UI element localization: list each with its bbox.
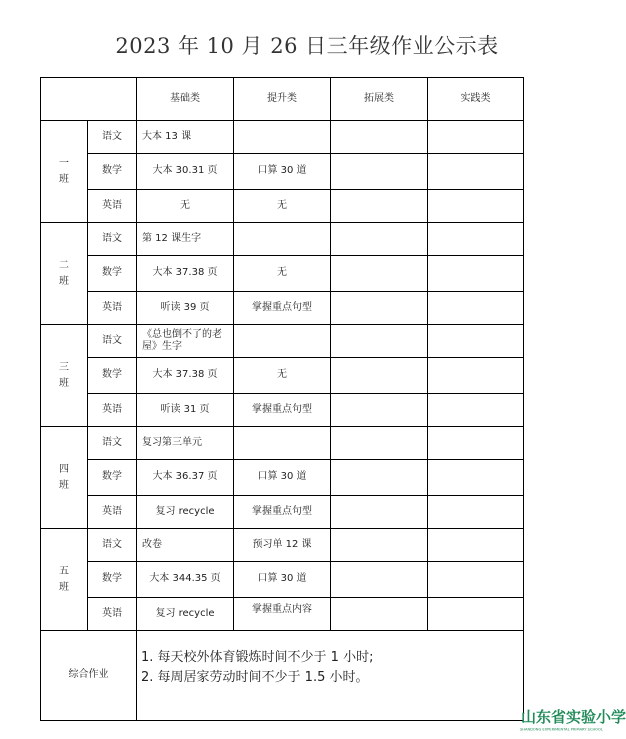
improve-cell: 掌握重点句型 [234,496,331,529]
basic-cell: 无 [137,190,234,223]
basic-cell: 大本 344.35 页 [137,562,234,598]
improve-cell: 掌握重点内容 [234,598,331,631]
subject-cell: 数学 [88,562,137,598]
basic-cell: 大本 30.31 页 [137,154,234,190]
table-row [41,121,524,154]
school-logo-subtitle: SHANDONG EXPERIMENTAL PRIMARY SCHOOL [520,727,603,732]
extend-cell [331,121,428,154]
school-logo-name: 山东省实验小学 [521,708,626,726]
practice-cell [428,292,524,325]
practice-cell [428,358,524,394]
improve-cell [234,121,331,154]
class-name-char: 班 [59,173,69,185]
extend-cell [331,529,428,562]
table-row [41,256,524,292]
class-name-char: 班 [59,377,69,389]
subject-cell: 语文 [88,427,137,460]
extend-cell [331,325,428,358]
practice-cell [428,190,524,223]
practice-cell [428,325,524,358]
practice-cell [428,460,524,496]
improve-cell [234,325,331,358]
practice-cell [428,223,524,256]
extend-cell [331,496,428,529]
subject-cell: 数学 [88,154,137,190]
extend-cell [331,427,428,460]
header-cell: 基础类 [137,78,234,121]
practice-cell [428,121,524,154]
extend-cell [331,394,428,427]
table-row [41,460,524,496]
practice-cell [428,427,524,460]
basic-cell: 大本 13 课 [137,121,234,154]
extend-cell [331,460,428,496]
subject-cell: 英语 [88,292,137,325]
header-cell: 提升类 [234,78,331,121]
table-row [41,358,524,394]
practice-cell [428,529,524,562]
table-row [41,292,524,325]
class-name-cell [41,121,88,223]
basic-cell: 大本 37.38 页 [137,256,234,292]
table-row [41,154,524,190]
improve-cell: 口算 30 道 [234,460,331,496]
improve-cell: 口算 30 道 [234,154,331,190]
header-cell: 拓展类 [331,78,428,121]
class-name-char: 班 [59,275,69,287]
subject-cell: 语文 [88,325,137,358]
table-row [41,427,524,460]
basic-cell: 听读 39 页 [137,292,234,325]
overall-label: 综合作业 [41,631,137,721]
improve-cell: 掌握重点句型 [234,292,331,325]
basic-cell: 大本 37.38 页 [137,358,234,394]
homework-table [40,77,524,721]
practice-cell [428,394,524,427]
improve-cell: 预习单 12 课 [234,529,331,562]
basic-cell: 第 12 课生字 [137,223,234,256]
subject-cell: 英语 [88,496,137,529]
basic-cell: 大本 36.37 页 [137,460,234,496]
improve-cell [234,427,331,460]
class-name-cell [41,223,88,325]
table-row [41,190,524,223]
subject-cell: 数学 [88,358,137,394]
extend-cell [331,154,428,190]
table-row [41,223,524,256]
header-row [41,78,524,121]
subject-cell: 语文 [88,121,137,154]
table-row [41,325,524,358]
extend-cell [331,223,428,256]
extend-cell [331,358,428,394]
table-row [41,496,524,529]
improve-cell: 口算 30 道 [234,562,331,598]
extend-cell [331,562,428,598]
class-name-cell [41,325,88,427]
practice-cell [428,154,524,190]
practice-cell [428,256,524,292]
overall-line: 2. 每周居家劳动时间不少于 1.5 小时。 [141,670,369,685]
overall-row [41,631,524,721]
improve-cell: 无 [234,256,331,292]
extend-cell [331,598,428,631]
header-corner-cell [41,78,137,121]
table-row [41,562,524,598]
class-name-char: 二 [59,259,69,271]
improve-cell: 掌握重点句型 [234,394,331,427]
basic-cell: 听读 31 页 [137,394,234,427]
class-name-cell [41,529,88,631]
extend-cell [331,190,428,223]
class-name-cell [41,427,88,529]
subject-cell: 语文 [88,529,137,562]
overall-content [137,631,524,721]
basic-cell: 复习 recycle [137,496,234,529]
table-row [41,529,524,562]
subject-cell: 英语 [88,394,137,427]
basic-cell: 复习第三单元 [137,427,234,460]
class-name-char: 班 [59,479,69,491]
extend-cell [331,292,428,325]
practice-cell [428,496,524,529]
basic-cell: 复习 recycle [137,598,234,631]
table-row [41,598,524,631]
class-name-char: 班 [59,581,69,593]
improve-cell: 无 [234,358,331,394]
practice-cell [428,598,524,631]
class-name-char: 三 [59,361,69,373]
extend-cell [331,256,428,292]
school-logo [518,706,626,739]
overall-line: 1. 每天校外体育锻炼时间不少于 1 小时; [141,650,374,665]
subject-cell: 语文 [88,223,137,256]
subject-cell: 英语 [88,598,137,631]
improve-cell: 无 [234,190,331,223]
subject-cell: 数学 [88,256,137,292]
basic-cell: 《总也倒不了的老屋》生字 [137,325,234,358]
subject-cell: 英语 [88,190,137,223]
practice-cell [428,562,524,598]
class-name-char: 一 [59,157,69,169]
header-cell: 实践类 [428,78,524,121]
page-title: 2023 年 10 月 26 日三年级作业公示表 [115,34,499,58]
table-row [41,394,524,427]
class-name-char: 五 [59,565,69,577]
basic-cell: 改卷 [137,529,234,562]
improve-cell [234,223,331,256]
subject-cell: 数学 [88,460,137,496]
class-name-char: 四 [59,463,69,475]
